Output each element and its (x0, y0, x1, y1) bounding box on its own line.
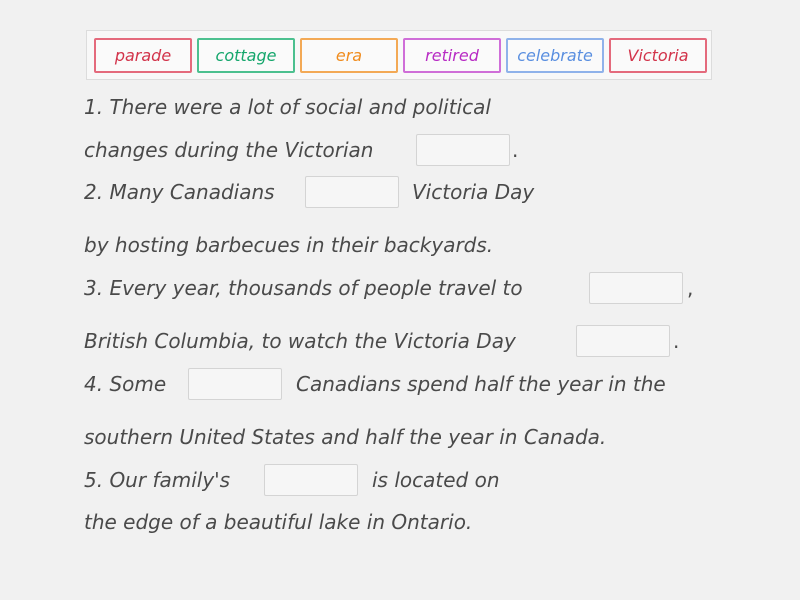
sentence-4-line-2: southern United States and half the year in Canada. (84, 425, 607, 449)
sentence-1-line-2: changes during the Victorian (84, 138, 374, 162)
word-chip-parade[interactable]: parade (94, 38, 192, 73)
sentence-3-comma: , (687, 276, 694, 300)
sentence-3-line-1: 3. Every year, thousands of people travel to (84, 276, 523, 300)
word-chip-celebrate[interactable]: celebrate (506, 38, 604, 73)
word-chip-era[interactable]: era (300, 38, 398, 73)
sentence-5-line-2: the edge of a beautiful lake in Ontario. (84, 510, 473, 534)
answer-blank-3[interactable] (589, 272, 683, 304)
sentence-5-line-1b: is located on (372, 468, 500, 492)
sentence-3-line-2: British Columbia, to watch the Victoria Day (84, 329, 516, 353)
sentence-3-period: . (673, 329, 680, 353)
answer-blank-4[interactable] (576, 325, 670, 357)
answer-blank-1[interactable] (416, 134, 510, 166)
answer-blank-2[interactable] (305, 176, 399, 208)
sentence-4-line-1b: Canadians spend half the year in the (296, 372, 666, 396)
answer-blank-5[interactable] (188, 368, 282, 400)
answer-blank-6[interactable] (264, 464, 358, 496)
sentence-2-line-2: by hosting barbecues in their backyards. (84, 233, 494, 257)
word-chip-cottage[interactable]: cottage (197, 38, 295, 73)
sentence-5-line-1a: 5. Our family's (84, 468, 231, 492)
word-bank (86, 30, 712, 80)
word-chip-retired[interactable]: retired (403, 38, 501, 73)
sentence-1-period: . (512, 138, 519, 162)
sentence-2-line-1a: 2. Many Canadians (84, 180, 275, 204)
word-chip-victoria[interactable]: Victoria (609, 38, 707, 73)
sentence-1-line-1: 1. There were a lot of social and political (84, 95, 491, 119)
sentence-2-line-1b: Victoria Day (412, 180, 535, 204)
sentence-4-line-1a: 4. Some (84, 372, 167, 396)
